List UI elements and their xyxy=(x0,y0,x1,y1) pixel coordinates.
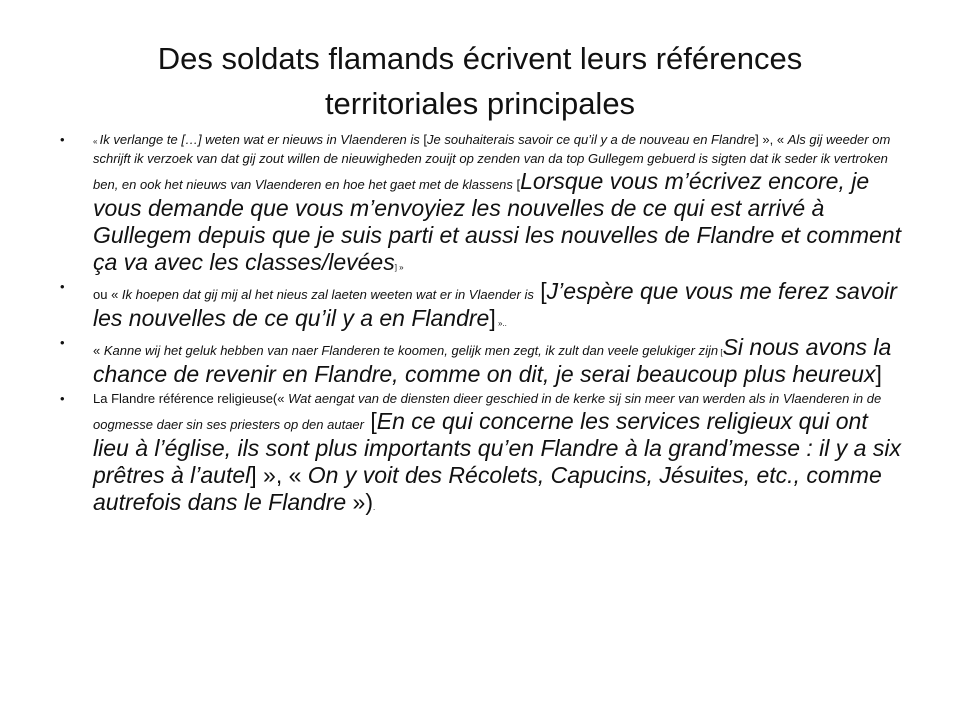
quote-separator: », « xyxy=(256,462,308,488)
quote-separator: », « xyxy=(758,132,788,147)
dutch-quote: Als gij weeder om schrijft ik verzoek van dat gij zout willen de nieuwigheden zouijt op zenden van da top Gullegem gebuerd is sigten dat ik seder ik vertroken ben, en ook het nieuws van Vlaenderen en hoe het gaet met de klassens xyxy=(93,132,891,192)
quote-close: ») xyxy=(346,489,373,515)
french-translation: J’espère que vous me ferez savoir les nouvelles de ce qu’il y a en Flandre xyxy=(93,278,897,331)
bullet-item xyxy=(60,131,905,276)
bracket-open: [ xyxy=(512,177,521,192)
bullet-item xyxy=(60,278,905,332)
bracket-open: [ xyxy=(718,348,723,357)
french-translation: Lorsque vous m’écrivez encore, je vous demande que vous m’envoyiez les nouvelles de ce qui est arrivé à Gullegem depuis que je suis parti et aussi les nouvelles de Flandre et comment ça va avec les classes/levées xyxy=(93,168,901,275)
bullet-prefix: La Flandre référence religieuse(« xyxy=(93,391,289,406)
bracket-close: ] xyxy=(250,462,257,488)
quote-close: ] » xyxy=(394,263,404,272)
bracket-open: [ xyxy=(533,278,547,304)
bullet-dot-icon: • xyxy=(60,391,65,406)
end-period: . xyxy=(373,503,376,512)
bracket-open: [ xyxy=(364,408,377,434)
slide-title: Des soldats flamands écrivent leurs références territoriales principales xyxy=(157,41,803,121)
french-translation: Je souhaiterais savoir ce qu’il y a de nouveau en Flandre xyxy=(427,132,756,147)
bullet-dot-icon: • xyxy=(60,132,65,147)
bullet-list xyxy=(60,131,905,518)
bullet-prefix: « xyxy=(93,343,104,358)
dutch-quote: Ik verlange te […] weten wat er nieuws in Vlaenderen is xyxy=(99,132,420,147)
dutch-quote: Wat aengat van de diensten dieer geschied in de kerke sij sin meer van werden als in Vlaenderen in de oogmesse daer sin ses priesters op den autaer xyxy=(93,391,882,432)
french-translation: En ce qui concerne les services religieux qui ont lieu à l’église, ils sont plus importants qu’en Flandre à la grand’messe : il y a six prêtres à l’autel xyxy=(93,408,901,488)
bracket-close: ] xyxy=(489,305,496,331)
bullet-dot-icon: • xyxy=(60,279,65,294)
bullet-dot-icon: • xyxy=(60,335,65,350)
bracket-open: [ xyxy=(419,132,428,147)
quote-close: ».. xyxy=(495,319,507,328)
french-quote: On y voit des Récolets, Capucins, Jésuites, etc., comme autrefois dans le Flandre xyxy=(93,462,882,515)
bullet-prefix: ou « xyxy=(93,287,122,302)
bullet-item xyxy=(60,390,905,516)
dutch-quote: Kanne wij het geluk hebben van naer Flanderen te koomen, gelijk men zegt, ik zult dan veele gelukiger zijn xyxy=(103,343,719,358)
bracket-close: ] xyxy=(755,132,759,147)
quote-open: « xyxy=(93,137,100,146)
french-translation: Si nous avons la chance de revenir en Flandre, comme on dit, je serai beaucoup plus heureux xyxy=(93,334,892,387)
bracket-close: ] xyxy=(875,361,882,387)
dutch-quote: Ik hoepen dat gij mij al het nieus zal laeten weeten wat er in Vlaender is xyxy=(121,287,534,302)
bullet-item xyxy=(60,334,905,388)
